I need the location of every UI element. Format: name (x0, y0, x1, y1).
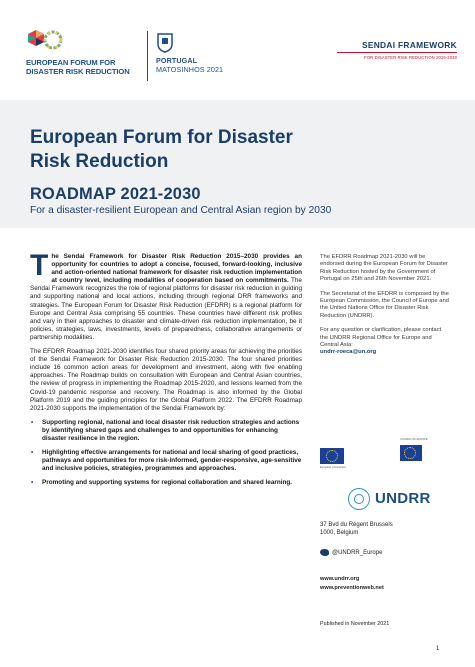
drop-cap: T (30, 249, 49, 282)
email-link[interactable]: undrr-roeca@un.org (320, 349, 377, 356)
council-of-europe-logo (400, 438, 445, 474)
twitter-icon (320, 549, 329, 556)
undrr-logo (348, 487, 438, 513)
portugal-logo-text: PORTUGAL MATOSINHOS 2021 (156, 56, 224, 74)
un-emblem-icon (348, 488, 370, 510)
header (0, 0, 475, 100)
intro-bold-text: he Sendai Framework for Disaster Risk Reduction 2015–2030 provides an opportunity for countries to adopt a concise, focused, forward-looking, inclusive and action-oriented national framework for disaster risk reduction implementation at country level, including modalities of cooperation based on commitments. (51, 253, 302, 285)
forum-logo-text: EUROPEAN FORUM FOR DISASTER RISK REDUCTION (26, 58, 130, 76)
sendai-title: SENDAI FRAMEWORK (361, 40, 457, 50)
sendai-subtitle: FOR DISASTER RISK REDUCTION 2015-2030 (364, 55, 457, 61)
forum-logo-icon (26, 28, 66, 54)
sendai-red-rule (337, 52, 457, 53)
partner-logos (320, 438, 440, 476)
logo-divider (147, 31, 148, 81)
contact-note: For any question or clarification, please contact the UNDRR Regional Office for Europe and Central Asia: undrr-roeca@un.org (320, 327, 442, 356)
eu-stars-icon (326, 450, 338, 462)
web-link[interactable]: www.preventionweb.net (320, 585, 384, 591)
page-title: European Forum for Disaster Risk Reduction (30, 127, 293, 172)
list-item: • Promoting and supporting systems for regional collaboration and shared learning. (30, 479, 302, 487)
twitter-handle[interactable]: @UNDRR_Europe (320, 549, 450, 556)
secretariat-note: The Secretariat of the EFDRR is composed by the European Commission, the Council of Europe and the United Nations Office for Disaster Risk Reduction (UNDRR). (320, 290, 449, 319)
undrr-wordmark: UNDRR (375, 490, 431, 507)
roadmap-subtitle: For a disaster-resilient European and Central Asian region by 2030 (30, 205, 332, 216)
roadmap-heading: ROADMAP 2021-2030 (30, 185, 201, 203)
web-links (320, 575, 450, 593)
coe-stars-icon (404, 447, 416, 459)
published-date: Published in November 2021 (320, 621, 390, 627)
portugal-shield-icon (156, 33, 174, 53)
address-line: 1000, Belgium (320, 530, 359, 536)
sendai-framework-logo (337, 40, 457, 60)
endorsement-note: The EFDRR Roadmap 2021-2030 will be endorsed during the European Forum for Disaster Risk Reduction hosted by the Government of Portugal on 25th and 26th November 2021. (320, 254, 448, 283)
eu-label: European Commission (320, 466, 347, 469)
intro-text: The Sendai Framework recognizes the role of regional platforms for disaster risk reduction in guiding and supporting national and local actions, including through regional DRR frameworks and strategies. The European Forum for Disaster Risk Reduction (EFDRR) is a regional platform for Europe and Central Asia comprising 55 countries. These countries have different risk profiles and vary in their approaches to disaster and climate-driven risk reduction implementation, be it policies, strategies, laws, investments, levels of preparedness, collaborative arrangements or partnership modalities. (30, 277, 302, 341)
web-link[interactable]: www.undrr.org (320, 576, 360, 582)
sidebar-column (320, 254, 450, 364)
european-commission-logo (320, 438, 372, 472)
address-line: 37 Bvd du Régent Brussels (320, 522, 393, 528)
bullet-list (30, 419, 302, 488)
coe-label: COUNCIL OF EUROPE (400, 438, 428, 441)
address-block (320, 521, 450, 537)
roadmap-paragraph: The EFDRR Roadmap 2021-2030 identifies four shared priority areas for achieving the priorities of the Sendai Framework for Disaster Risk Reduction 2015-2030. The four shared priorities include 16 common action areas for development and investment, along with five enabling approaches. The Roadmap builds on consultation with European and Central Asian countries, the review of progress in implementing the Roadmap 2015-2020, and lessons learned from the Covid-19 pandemic response and recovery. The Roadmap is also informed by the Global Platform 2019 and the guiding principles for the Global Platform 2022. The EFDRR Roadmap 2021-2030 supports the implementation of the Sendai Framework by: (30, 348, 302, 412)
list-item: • Supporting regional, national and local disaster risk reduction strategies and actions by identifying shared gaps and challenges to and opportunities for enhancing disaster resilience in the region. (30, 419, 302, 443)
page-number: 1 (436, 646, 440, 652)
list-item: • Highlighting effective arrangements for national and local sharing of good practices, pathways and opportunities for more risk-informed, gender-responsive, age-sensitive and inclusive policies, strategies, programmes and approaches. (30, 449, 302, 473)
intro-paragraph (30, 249, 302, 342)
main-column (30, 249, 302, 493)
